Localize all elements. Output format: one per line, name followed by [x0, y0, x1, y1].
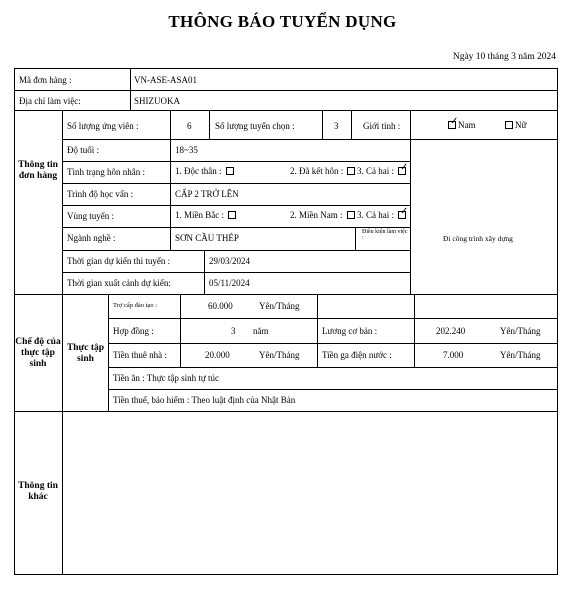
utilities-unit: Yên/Tháng [500, 350, 541, 360]
marital-single-option[interactable] [175, 167, 234, 176]
tax-insurance-text: Tiền thuế, bảo hiểm : Theo luật định của Nhật Bản [113, 395, 296, 405]
work-address-value: SHIZUOKA [134, 96, 180, 106]
table-line [14, 294, 558, 295]
table-line [14, 110, 558, 111]
exam-date-value: 29/03/2024 [209, 256, 251, 266]
contract-unit: năm [253, 326, 269, 336]
table-line [108, 367, 558, 368]
gender-female-label: Nữ [515, 120, 527, 130]
marital-both-option[interactable] [357, 167, 406, 176]
table-line [108, 389, 558, 390]
order-info-section-label: Thông tin đơn hàng [18, 160, 58, 181]
table-line [62, 205, 410, 206]
education-label: Trình độ học vấn : [67, 189, 134, 199]
region-north-option[interactable] [175, 211, 236, 220]
table-line [14, 68, 558, 69]
base-salary-unit: Yên/Tháng [500, 326, 541, 336]
rent-label: Tiền thuê nhà : [113, 350, 167, 360]
table-line [62, 272, 410, 273]
departure-date-label: Thời gian xuất cảnh dự kiến: [67, 278, 171, 288]
gender-female-option[interactable] [505, 121, 526, 130]
table-line [410, 110, 411, 294]
age-label: Độ tuổi : [67, 145, 100, 155]
contract-label: Hợp đồng : [113, 326, 154, 336]
departure-date-value: 05/11/2024 [209, 278, 250, 288]
gender-male-label: Nam [458, 120, 476, 130]
checkbox-checked-icon[interactable] [398, 211, 406, 219]
work-condition-label: Điều kiện làm việc : [362, 229, 408, 242]
contract-value: 3 [231, 326, 236, 336]
table-line [14, 90, 558, 91]
marital-single-label: 1. Độc thân : [175, 166, 222, 176]
checkbox-icon[interactable] [226, 167, 234, 175]
checkbox-icon[interactable] [347, 211, 355, 219]
education-value: CẤP 2 TRỞ LÊN [175, 189, 239, 199]
gender-label: Giới tính : [363, 121, 401, 131]
occupation-value: SƠN CẦU THÉP [175, 233, 239, 243]
exam-date-label: Thời gian dự kiến thi tuyển : [67, 256, 171, 266]
rent-value: 20.000 [205, 350, 230, 360]
table-line [108, 294, 109, 411]
age-value: 18~35 [175, 145, 198, 155]
table-line [414, 294, 415, 367]
region-label: Vùng tuyển : [67, 211, 114, 221]
selection-count-label: Số lượng tuyển chọn : [215, 121, 295, 131]
base-salary-value: 202.240 [436, 326, 466, 336]
candidate-count-label: Số lượng ứng viên : [67, 121, 139, 131]
marital-status-label: Tình trạng hôn nhân : [67, 167, 145, 177]
utilities-value: 7.000 [443, 350, 464, 360]
table-line [170, 227, 171, 250]
table-line [209, 110, 210, 139]
table-line [322, 110, 323, 139]
table-line [317, 294, 318, 367]
order-code-label: Mã đơn hàng : [19, 75, 72, 85]
benefits-section-label: Chế độ của thực tập sinh [15, 337, 61, 369]
training-allowance-label: Trợ cấp đào tạo : [113, 302, 157, 309]
region-both-option[interactable] [357, 211, 406, 220]
table-line [62, 161, 410, 162]
table-line [62, 250, 410, 251]
checkbox-icon[interactable] [505, 121, 513, 129]
table-line [62, 139, 558, 140]
utilities-label: Tiền ga điện nước : [322, 350, 392, 360]
table-line [14, 411, 558, 412]
table-line [170, 110, 171, 228]
table-line [14, 574, 558, 575]
checkbox-icon[interactable] [228, 211, 236, 219]
table-line [204, 250, 205, 294]
table-line [62, 183, 410, 184]
work-condition-value: Đi công trình xây dựng [443, 234, 513, 243]
document-date: Ngày 10 tháng 3 năm 2024 [452, 52, 556, 62]
training-allowance-unit: Yên/Tháng [259, 301, 300, 311]
other-info-section-label: Thông tin khác [18, 481, 58, 502]
document-title: THÔNG BÁO TUYỂN DỤNG [168, 12, 397, 31]
marital-both-label: 3. Cả hai : [357, 166, 394, 176]
order-code-value: VN-ASE-ASA01 [134, 75, 197, 85]
work-address-label: Địa chỉ làm việc: [19, 96, 81, 106]
region-both-label: 3. Cả hai : [357, 210, 394, 220]
trainee-sub-label: Thực tập sinh [66, 343, 105, 364]
marital-married-label: 2. Đã kết hôn : [290, 166, 344, 176]
table-line [351, 110, 352, 139]
checkbox-checked-icon[interactable] [448, 121, 456, 129]
table-line [108, 343, 558, 344]
checkbox-checked-icon[interactable] [398, 167, 406, 175]
table-line [108, 318, 558, 319]
occupation-label: Ngành nghề : [67, 233, 116, 243]
checkbox-icon[interactable] [347, 167, 355, 175]
base-salary-label: Lương cơ bản : [322, 326, 378, 336]
region-south-label: 2. Miền Nam : [290, 210, 343, 220]
region-south-option[interactable] [290, 211, 355, 220]
table-line [130, 68, 131, 110]
table-line [355, 227, 356, 250]
candidate-count-value: 6 [187, 121, 192, 131]
gender-male-option[interactable] [448, 121, 476, 130]
table-line [62, 227, 410, 228]
rent-unit: Yên/Tháng [259, 350, 300, 360]
marital-married-option[interactable] [290, 167, 355, 176]
meals-text: Tiền ăn : Thực tập sinh tự túc [113, 373, 220, 383]
training-allowance-value: 60.000 [208, 301, 233, 311]
region-north-label: 1. Miền Bắc : [175, 210, 224, 220]
table-line [557, 68, 558, 575]
selection-count-value: 3 [334, 121, 339, 131]
table-line [180, 294, 181, 367]
